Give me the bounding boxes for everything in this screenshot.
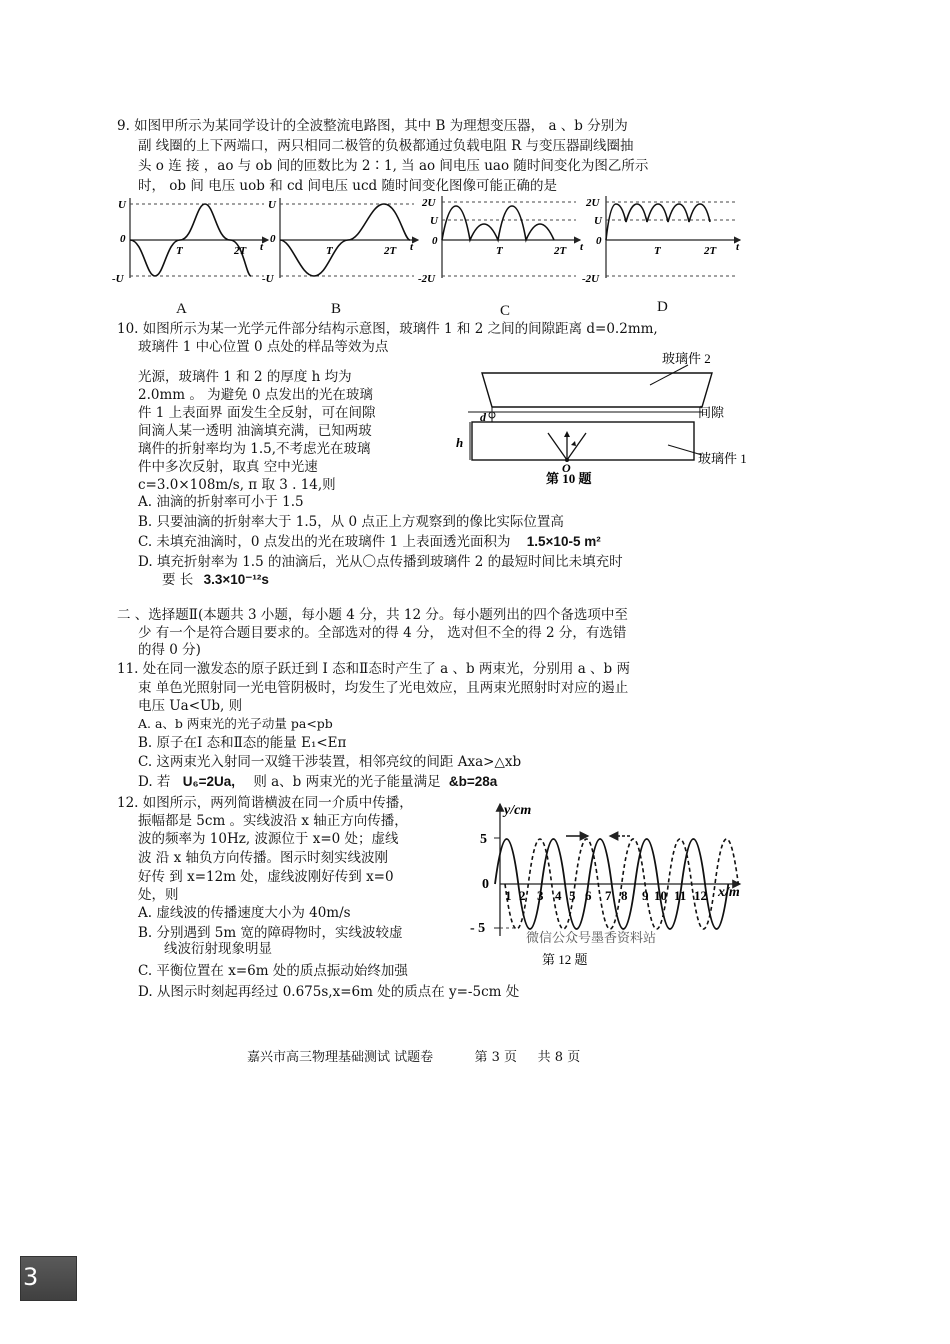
- q10-line-4: 2.0mm 。 为避免 0 点发出的光在玻璃: [138, 387, 373, 403]
- q12-line-4: 波 沿 x 轴负方向传播。图示时刻实线波刚: [138, 850, 388, 866]
- q9c-tick-2t: 2T: [554, 245, 567, 257]
- xtick-7: 7: [605, 888, 612, 903]
- glass-2-shape: [482, 373, 712, 407]
- xtick-5: 5: [569, 888, 576, 903]
- q11-line-3: 电压 Ua<Ub, 则: [138, 698, 243, 714]
- q12-option-d: D. 从图示时刻起再经过 0.675s,x=6m 处的质点在 y=-5cm 处: [138, 984, 520, 1000]
- section2-line-2: 少 有一个是符合题目要求的。全部选对的得 4 分， 选对但不全的得 2 分，有选错: [138, 625, 627, 641]
- q10-option-a: A. 油滴的折射率可小于 1.5: [138, 494, 304, 510]
- q12-line-3: 波的频率为 10Hz, 波源位于 x=0 处；虚线: [138, 831, 399, 847]
- q12-option-b-line-1: B. 分别遇到 5m 宽的障碍物时，实线波较虚: [138, 925, 403, 941]
- xtick-6: 6: [585, 888, 592, 903]
- q9a-tick-t: T: [176, 245, 183, 257]
- q9b-x-axis: t: [410, 241, 414, 253]
- q10-line-6: 间滴人某一透明 油滴填充满，已知两玻: [138, 423, 372, 439]
- q12-xticks: [505, 888, 707, 903]
- xtick-2: 2: [519, 888, 526, 903]
- q12-watermark: 微信公众号墨香资料站: [526, 930, 657, 945]
- q12-option-c: C. 平衡位置在 x=6m 处的质点振动始终加强: [138, 963, 408, 979]
- page-number-badge: 3: [20, 1256, 77, 1301]
- q10-option-d-value: 3.3×10⁻¹²s: [203, 572, 269, 587]
- q10-line-5: 件 1 上表面界 面发生全反射，可在间隙: [138, 405, 376, 421]
- q9-line-3: 头 o 连 接 ，ao 与 ob 间的匝数比为 2∶1, 当 ao 间电压 uao 随时间变化为图乙所示: [138, 158, 649, 174]
- q10-option-b: B. 只要油滴的折射率大于 1.5，从 0 点正上方观察到的像比实际位置高: [138, 514, 564, 530]
- q11-option-b: B. 原子在Ⅰ 态和Ⅱ态的能量 E₁<Eπ: [138, 735, 347, 751]
- q11-option-d-value: &b=28a: [448, 774, 498, 789]
- q9c-tick-t: T: [496, 245, 503, 257]
- q11-option-d: [138, 773, 497, 791]
- q12-line-2: 振幅都是 5cm 。实线波沿 x 轴正方向传播，: [138, 813, 408, 829]
- q11-option-c: C. 这两束光入射同一双缝干涉装置，相邻亮纹的间距 Axa>△xb: [138, 754, 522, 770]
- q9d-y-bottom: -2U: [582, 273, 600, 284]
- q9-graph-d: [582, 196, 740, 284]
- q10-line-2: 玻璃件 1 中心位置 0 点处的样品等效为点: [138, 339, 389, 355]
- q9d-tick-t: T: [654, 245, 661, 257]
- q10-option-d-prefix: 要 长: [162, 572, 194, 588]
- xtick-9: 9: [642, 888, 649, 903]
- glass-1-shape: [472, 422, 694, 460]
- section2-line-3: 的得 0 分): [138, 642, 201, 658]
- q9a-x-axis: t: [260, 241, 264, 253]
- q10-option-c: [138, 533, 601, 551]
- q9d-y-top: 2U: [586, 197, 600, 209]
- q12-ylabel: y/cm: [504, 803, 532, 818]
- q12-y-neg: - 5: [470, 921, 486, 936]
- q9-option-c-label: C: [500, 303, 511, 319]
- q9b-y-bottom: -U: [262, 273, 274, 284]
- xtick-4: 4: [555, 888, 562, 903]
- q9d-x-axis: t: [736, 241, 740, 253]
- q9-graph-a: [112, 198, 268, 284]
- q9a-tick-2t: 2T: [234, 245, 247, 257]
- q9a-y-top: U: [118, 199, 126, 211]
- xtick-10: 10: [654, 888, 667, 903]
- q9c-y-mid: U: [430, 215, 438, 227]
- q9a-y-bottom: -U: [112, 273, 124, 284]
- q9-graph-b: [262, 198, 418, 284]
- q12-line-1: 12. 如图所示，两列简谐横波在同一介质中传播，: [117, 795, 413, 811]
- xtick-3: 3: [537, 888, 544, 903]
- q9b-tick-2t: 2T: [384, 245, 397, 257]
- o-label: O: [562, 461, 571, 475]
- xtick-1: 1: [505, 888, 512, 903]
- q12-option-a: A. 虚线波的传播速度大小为 40m/s: [138, 905, 351, 921]
- q9b-origin: 0: [270, 233, 276, 245]
- q9b-y-top: U: [268, 199, 276, 211]
- q11-line-2: 束 单色光照射同一光电管阴极时，均发生了光电效应，且两束光照射时对应的遏止: [138, 680, 629, 696]
- q10-option-d-line-1: D. 填充折射率为 1.5 的油滴后，光从〇点传播到玻璃件 2 的最短时间比未填充时: [138, 554, 623, 570]
- q12-graph: [464, 796, 754, 974]
- q9-option-b-label: B: [331, 301, 342, 317]
- q9d-y-mid: U: [594, 215, 602, 227]
- q9d-origin: 0: [596, 235, 602, 247]
- q10-line-3: 光源，玻璃件 1 和 2 的厚度 h 均为: [138, 369, 352, 385]
- q12-origin: 0: [482, 877, 489, 892]
- q10-line-8: 件中多次反射，取真 空中光速: [138, 459, 318, 475]
- q10-caption: 第 10 题: [546, 471, 592, 486]
- q11-option-d-mid: 则 a、b 两束光的光子能量满足: [253, 774, 441, 790]
- q9c-x-axis: t: [580, 241, 584, 253]
- q12-line-5: 好传 到 x=12m 处，虚线波刚好传到 x=0: [138, 869, 394, 885]
- page-footer: 嘉兴市高三物理基础测试 试题卷 第 3 页 共 8 页: [247, 1050, 581, 1065]
- q9-option-d-label: D: [657, 299, 668, 315]
- xtick-12: 12: [694, 888, 707, 903]
- q9a-origin: 0: [120, 233, 126, 245]
- q9-option-a-label: A: [176, 301, 187, 317]
- q12-option-b-line-2: 线波衍射现象明显: [164, 941, 272, 957]
- q11-line-1: 11. 处在同一激发态的原子跃迁到 Ⅰ 态和Ⅱ态时产生了 a 、b 两束光，分别用 a 、b 两: [117, 661, 630, 677]
- section2-line-1: 二 、选择题Ⅱ(本题共 3 小题，每小题 4 分，共 12 分。每小题列出的四个备选项中至: [117, 607, 628, 623]
- q9-graph-c: [418, 196, 584, 284]
- q9-line-4: 时， ob 间 电压 uob 和 cd 间电压 ucd 随时间变化图像可能正确的是: [138, 178, 557, 194]
- q9-line-1: 9. 如图甲所示为某同学设计的全波整流电路图，其中 B 为理想变压器， a 、b 分别为: [117, 118, 628, 134]
- q9-line-2: 副 线圈的上下两端口，两只相同二极管的负极都通过负载电阻 R 与变压器副线圈抽: [138, 138, 634, 154]
- q9-graphs: [108, 192, 748, 284]
- q10-line-1: 10. 如图所示为某一光学元件部分结构示意图，玻璃件 1 和 2 之间的间隙距离 d=0.2mm,: [117, 321, 658, 337]
- q10-option-c-text: C. 未填充油滴时，0 点发出的光在玻璃件 1 上表面透光面积为: [138, 534, 511, 550]
- q9c-y-top: 2U: [422, 197, 436, 209]
- xtick-8: 8: [621, 888, 628, 903]
- q11-option-a: A. a、b 两束光的光子动量 pa<pb: [138, 716, 333, 731]
- xtick-11: 11: [674, 888, 687, 903]
- q10-line-9: c=3.0×108m/s, π 取 3 . 14,则: [138, 477, 336, 493]
- q11-option-d-condition: U₆=2Ua,: [182, 774, 236, 789]
- q12-xlabel: x/m: [718, 885, 740, 900]
- q12-y-pos: 5: [480, 832, 487, 847]
- q9c-y-bottom: -2U: [418, 273, 436, 284]
- q10-option-d-line-2: [162, 571, 269, 589]
- gap-label: 间隙: [698, 405, 725, 420]
- q9b-tick-t: T: [326, 245, 333, 257]
- d-label: d: [480, 410, 486, 424]
- q12-caption: 第 12 题: [542, 952, 588, 967]
- q10-option-c-value: 1.5×10-5 m²: [526, 534, 601, 549]
- glass2-label: 玻璃件 2: [662, 351, 711, 366]
- h-label: h: [456, 435, 464, 450]
- q9c-origin: 0: [432, 235, 438, 247]
- glass1-label: 玻璃件 1: [698, 451, 747, 466]
- q12-line-6: 处，则: [138, 887, 179, 903]
- q10-line-7: 璃件的折射率均为 1.5,不考虑光在玻璃: [138, 441, 371, 457]
- q10-diagram: [440, 345, 760, 495]
- q11-option-d-prefix: D. 若: [138, 774, 171, 790]
- q9d-tick-2t: 2T: [704, 245, 717, 257]
